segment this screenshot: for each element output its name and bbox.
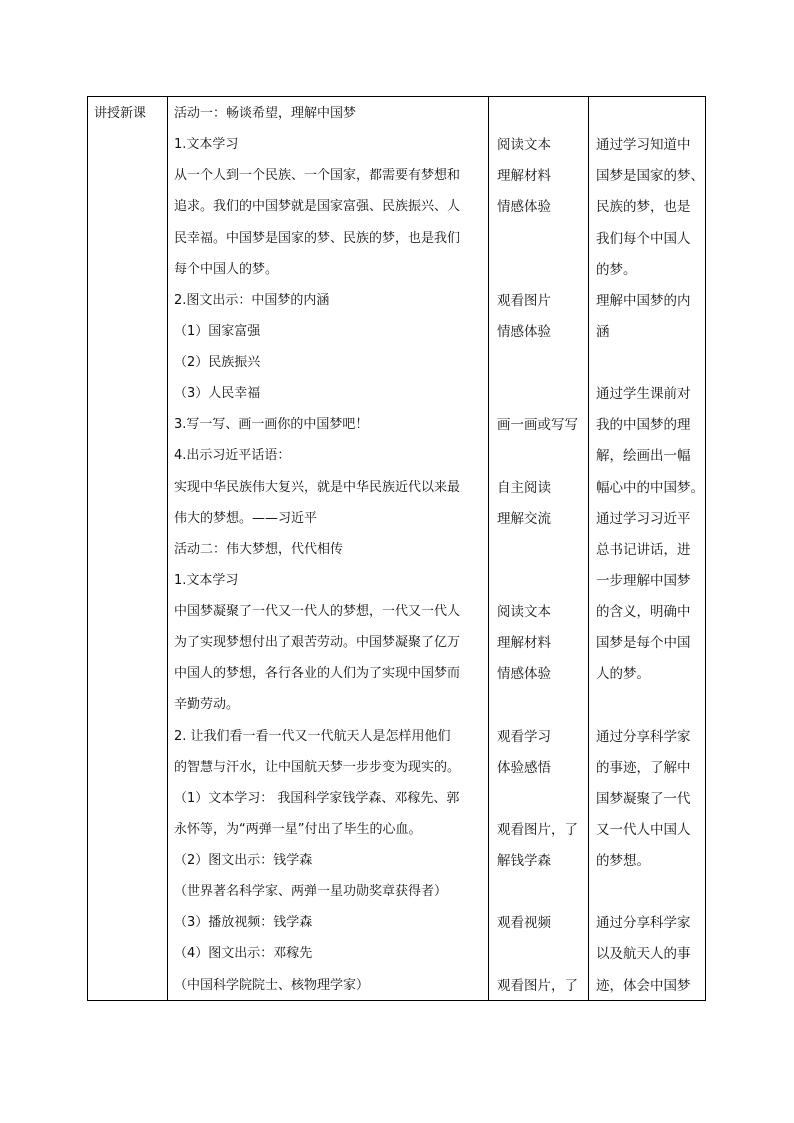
content-line: （2）图文出示：钱学森 [174, 853, 313, 868]
content-line: 追求。我们的中国梦就是国家富强、民族振兴、人 [174, 199, 461, 214]
column-divider [167, 97, 168, 1000]
activity-line: 观看图片，了 [497, 822, 578, 838]
activity-line: 阅读文本 [497, 137, 551, 153]
intent-line: 通过分享科学家 [596, 915, 691, 931]
content-line: 活动一：畅谈希望，理解中国梦 [174, 106, 357, 121]
intent-line: 总书记讲话，进 [596, 542, 691, 558]
intent-line: 一步理解中国梦 [596, 573, 691, 589]
content-line: 1.文本学习 [174, 573, 239, 588]
column-divider [588, 97, 589, 1000]
content-line: （3）人民幸福 [174, 386, 261, 401]
activity-line: 情感体验 [497, 666, 551, 682]
activity-line: 理解材料 [497, 168, 551, 184]
intent-line: 涵 [596, 324, 610, 340]
content-line: 3.写一写、画一画你的中国梦吧！ [174, 417, 369, 432]
content-line: 的智慧与汗水，让中国航天梦一步步变为现实的。 [174, 760, 461, 775]
content-line: 中国梦凝聚了一代又一代人的梦想，一代又一代人 [174, 604, 461, 619]
content-line: 中国人的梦想，各行各业的人们为了实现中国梦而 [174, 666, 461, 681]
column-divider [488, 97, 489, 1000]
section-label: 讲授新课 [94, 106, 147, 121]
activity-line: 阅读文本 [497, 604, 551, 620]
intent-line: 理解中国梦的内 [596, 293, 691, 309]
intent-line: 的含义，明确中 [596, 604, 691, 620]
intent-line: 通过分享科学家 [596, 729, 691, 745]
content-line: 1.文本学习 [174, 137, 239, 152]
activity-line: 观看学习 [497, 729, 551, 745]
activity-line: 解钱学森 [497, 853, 551, 869]
content-line: 辛勤劳动。 [174, 697, 240, 712]
intent-line: 迹，体会中国梦 [596, 978, 691, 994]
activity-line: 画一画或写写 [497, 417, 578, 433]
content-line: （3）播放视频：钱学森 [174, 915, 313, 930]
content-line: 伟大的梦想。——习近平 [174, 511, 318, 526]
activity-line: 情感体验 [497, 199, 551, 215]
activity-line: 理解交流 [497, 511, 551, 527]
content-line: 每个中国人的梦。 [174, 262, 279, 277]
content-line: （4）图文出示：邓稼先 [174, 946, 313, 961]
intent-line: 国梦是国家的梦、 [596, 168, 704, 184]
content-line: 2.图文出示：中国梦的内涵 [174, 293, 330, 308]
intent-line: 幅心中的中国梦。 [596, 480, 704, 496]
activity-line: 情感体验 [497, 324, 551, 340]
intent-line: 国梦凝聚了一代 [596, 791, 691, 807]
content-line: （2）民族振兴 [174, 355, 261, 370]
intent-line: 通过学习习近平 [596, 511, 691, 527]
content-line: 实现中华民族伟大复兴，就是中华民族近代以来最 [174, 480, 461, 495]
activity-line: 自主阅读 [497, 480, 551, 496]
intent-line: 又一代人中国人 [596, 822, 691, 838]
intent-line: 的梦。 [596, 262, 637, 278]
content-line: （1）文本学习： 我国科学家钱学森、邓稼先、郭 [174, 791, 460, 806]
content-line: 从一个人到一个民族、一个国家，都需要有梦想和 [174, 168, 461, 183]
intent-line: 国梦是每个中国 [596, 635, 691, 651]
content-line: （世界著名科学家、两弹一星功勋奖章获得者） [174, 884, 448, 899]
intent-line: 民族的梦，也是 [596, 199, 691, 215]
activity-line: 理解材料 [497, 635, 551, 651]
content-line: 民幸福。中国梦是国家的梦、民族的梦，也是我们 [174, 231, 461, 246]
content-line: 4.出示习近平话语： [174, 448, 291, 463]
intent-line: 通过学生课前对 [596, 386, 691, 402]
activity-line: 观看图片，了 [497, 978, 578, 994]
content-line: 活动二：伟大梦想，代代相传 [174, 542, 344, 557]
intent-line: 的事迹，了解中 [596, 760, 691, 776]
intent-line: 解，绘画出一幅 [596, 448, 691, 464]
content-line: 2. 让我们看一看一代又一代航天人是怎样用他们 [174, 729, 451, 744]
lesson-table [87, 96, 706, 1001]
intent-line: 以及航天人的事 [596, 946, 691, 962]
intent-line: 通过学习知道中 [596, 137, 691, 153]
activity-line: 体验感悟 [497, 760, 551, 776]
intent-line: 我们每个中国人 [596, 231, 691, 247]
intent-line: 的梦想。 [596, 853, 650, 869]
intent-line: 我的中国梦的理 [596, 417, 691, 433]
activity-line: 观看视频 [497, 915, 551, 931]
content-line: 为了实现梦想付出了艰苦劳动。中国梦凝聚了亿万 [174, 635, 461, 650]
content-line: （1）国家富强 [174, 324, 261, 339]
content-line: 永怀等，为“两弹一星”付出了毕生的心血。 [174, 822, 422, 837]
content-line: （中国科学院院士、核物理学家） [174, 978, 370, 993]
intent-line: 人的梦。 [596, 666, 650, 682]
activity-line: 观看图片 [497, 293, 551, 309]
